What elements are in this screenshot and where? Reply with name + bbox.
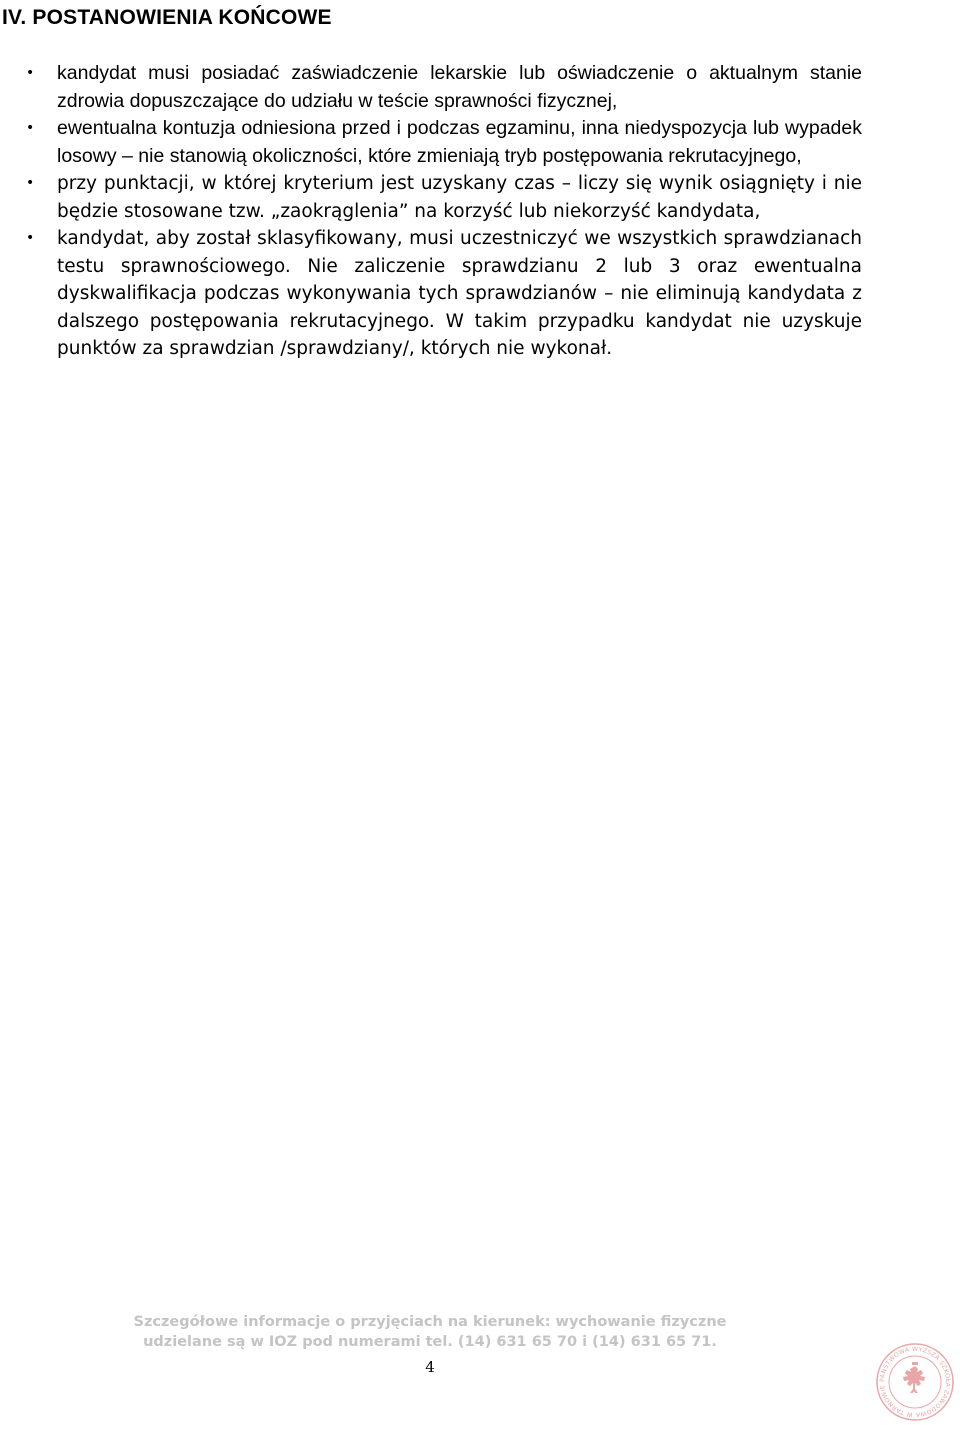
section-heading: IV. POSTANOWIENIA KOŃCOWE: [2, 6, 332, 29]
list-item: [26, 170, 862, 225]
eagle-seal-icon: [875, 1342, 955, 1422]
list-item: [26, 225, 862, 363]
bullet-icon: •: [26, 65, 35, 81]
page-number: 4: [425, 1358, 435, 1376]
list-item-text: przy punktacji, w której kryterium jest uzyskany czas – liczy się wynik osiągnięty i nie będzie stosowane tzw. „zaokrąglenia” na korzyść lub niekorzyść kandydata,: [57, 173, 862, 222]
bullet-icon: •: [26, 120, 35, 136]
footer-line: Szczegółowe informacje o przyjęciach na kierunek: wychowanie fizyczne: [133, 1314, 727, 1330]
eagle-emblem: [903, 1362, 925, 1393]
bullet-icon: •: [26, 230, 35, 246]
list-item: [26, 60, 862, 115]
seal-text: PAŃSTWOWA WYŻSZA SZKOŁA ZAWODOWA W TARNOWIE: [878, 1345, 952, 1419]
footer-contact-info: [0, 1312, 860, 1352]
list-item-text: kandydat, aby został sklasyfikowany, musi uczestniczyć we wszystkich sprawdzianach testu sprawnościowego. Nie zaliczenie sprawdzianu 2 lub 3 oraz ewentualna dyskwalifikacja podczas wykonywania tych sprawdzianów – nie eliminują kandydata z dalszego postępowania rekrutacyjnego. W takim przypadku kandydat nie uzyskuje punktów za sprawdzian /sprawdziany/, których nie wykonał.: [57, 228, 862, 359]
list-item: [26, 115, 862, 170]
list-item-text: kandydat musi posiadać zaświadczenie lekarskie lub oświadczenie o aktualnym stanie zdrowia dopuszczające do udziału w teście sprawności fizycznej,: [57, 62, 862, 112]
bullet-icon: •: [26, 175, 35, 191]
rules-list: [26, 60, 862, 363]
list-item-text: ewentualna kontuzja odniesiona przed i podczas egzaminu, inna niedyspozycja lub wypadek losowy – nie stanowią okoliczności, które zmieniają tryb postępowania rekrutacyjnego,: [57, 117, 862, 167]
footer-line: udzielane są w IOZ pod numerami tel. (14) 631 65 70 i (14) 631 65 71.: [143, 1334, 717, 1350]
